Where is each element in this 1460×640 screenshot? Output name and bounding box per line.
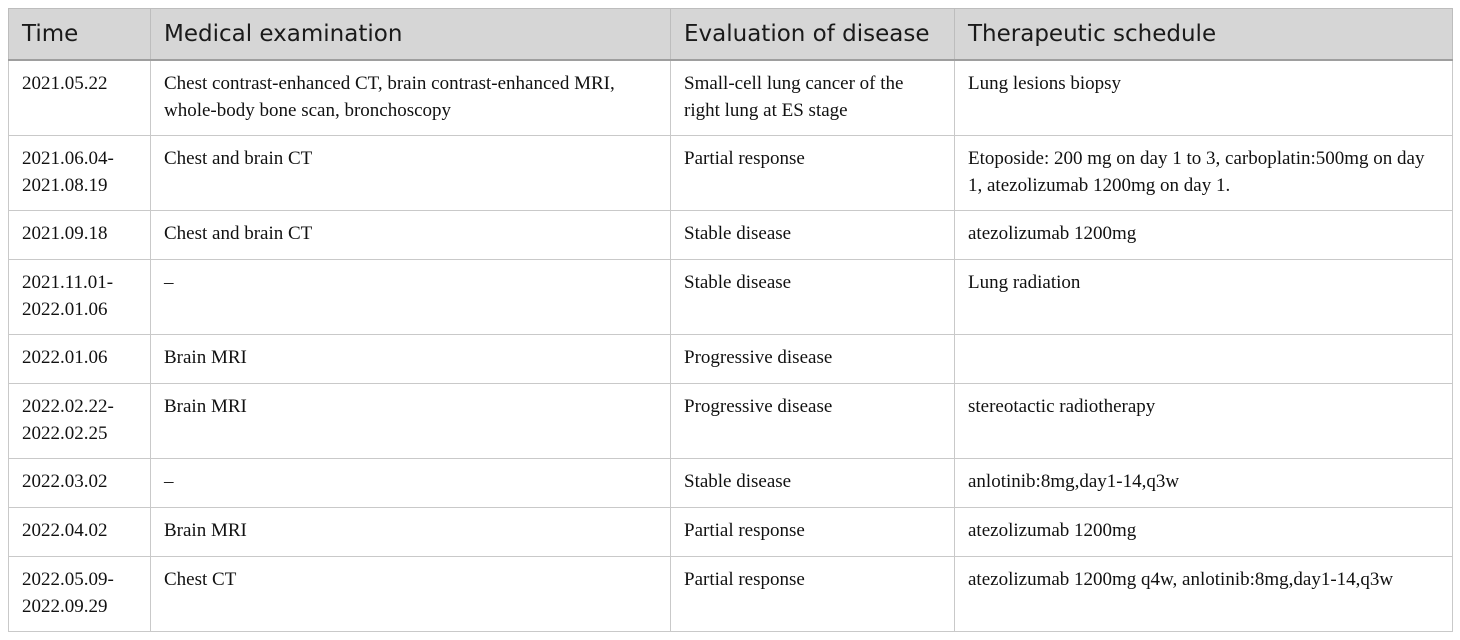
cell-medical-examination: Brain MRI xyxy=(151,335,671,384)
table-row xyxy=(9,557,1453,632)
cell-therapeutic-schedule: atezolizumab 1200mg xyxy=(955,211,1453,260)
cell-therapeutic-schedule: Lung radiation xyxy=(955,260,1453,335)
header-therapeutic-schedule: Therapeutic schedule xyxy=(955,9,1453,61)
table-row xyxy=(9,459,1453,508)
header-time: Time xyxy=(9,9,151,61)
cell-medical-examination: Chest and brain CT xyxy=(151,211,671,260)
cell-therapeutic-schedule: atezolizumab 1200mg xyxy=(955,508,1453,557)
table-row xyxy=(9,260,1453,335)
table-row xyxy=(9,211,1453,260)
cell-evaluation: Stable disease xyxy=(671,459,955,508)
cell-time: 2021.05.22 xyxy=(9,60,151,136)
table-row xyxy=(9,60,1453,136)
cell-therapeutic-schedule: anlotinib:8mg,day1-14,q3w xyxy=(955,459,1453,508)
cell-evaluation: Stable disease xyxy=(671,211,955,260)
table-row xyxy=(9,508,1453,557)
cell-time: 2022.05.09-2022.09.29 xyxy=(9,557,151,632)
cell-time: 2021.11.01-2022.01.06 xyxy=(9,260,151,335)
cell-evaluation: Small-cell lung cancer of the right lung at ES stage xyxy=(671,60,955,136)
cell-medical-examination: Brain MRI xyxy=(151,384,671,459)
cell-therapeutic-schedule: atezolizumab 1200mg q4w, anlotinib:8mg,day1-14,q3w xyxy=(955,557,1453,632)
table-header-row xyxy=(9,9,1453,61)
cell-evaluation: Progressive disease xyxy=(671,335,955,384)
cell-evaluation: Partial response xyxy=(671,557,955,632)
cell-therapeutic-schedule: Lung lesions biopsy xyxy=(955,60,1453,136)
cell-medical-examination: – xyxy=(151,459,671,508)
cell-medical-examination: – xyxy=(151,260,671,335)
cell-medical-examination: Chest CT xyxy=(151,557,671,632)
header-medical-examination: Medical examination xyxy=(151,9,671,61)
cell-evaluation: Partial response xyxy=(671,136,955,211)
table-row xyxy=(9,384,1453,459)
cell-therapeutic-schedule: stereotactic radiotherapy xyxy=(955,384,1453,459)
cell-time: 2022.02.22-2022.02.25 xyxy=(9,384,151,459)
cell-time: 2021.09.18 xyxy=(9,211,151,260)
cell-time: 2021.06.04-2021.08.19 xyxy=(9,136,151,211)
cell-medical-examination: Chest and brain CT xyxy=(151,136,671,211)
table-row xyxy=(9,136,1453,211)
treatment-timeline-table xyxy=(8,8,1453,632)
table-row xyxy=(9,335,1453,384)
cell-medical-examination: Chest contrast-enhanced CT, brain contrast-enhanced MRI, whole-body bone scan, bronchoscopy xyxy=(151,60,671,136)
treatment-timeline-table-container xyxy=(8,8,1452,632)
cell-time: 2022.03.02 xyxy=(9,459,151,508)
cell-medical-examination: Brain MRI xyxy=(151,508,671,557)
cell-evaluation: Progressive disease xyxy=(671,384,955,459)
header-evaluation-of-disease: Evaluation of disease xyxy=(671,9,955,61)
cell-time: 2022.01.06 xyxy=(9,335,151,384)
cell-evaluation: Partial response xyxy=(671,508,955,557)
cell-therapeutic-schedule: Etoposide: 200 mg on day 1 to 3, carboplatin:500mg on day 1, atezolizumab 1200mg on day 1. xyxy=(955,136,1453,211)
cell-evaluation: Stable disease xyxy=(671,260,955,335)
cell-therapeutic-schedule xyxy=(955,335,1453,384)
cell-time: 2022.04.02 xyxy=(9,508,151,557)
